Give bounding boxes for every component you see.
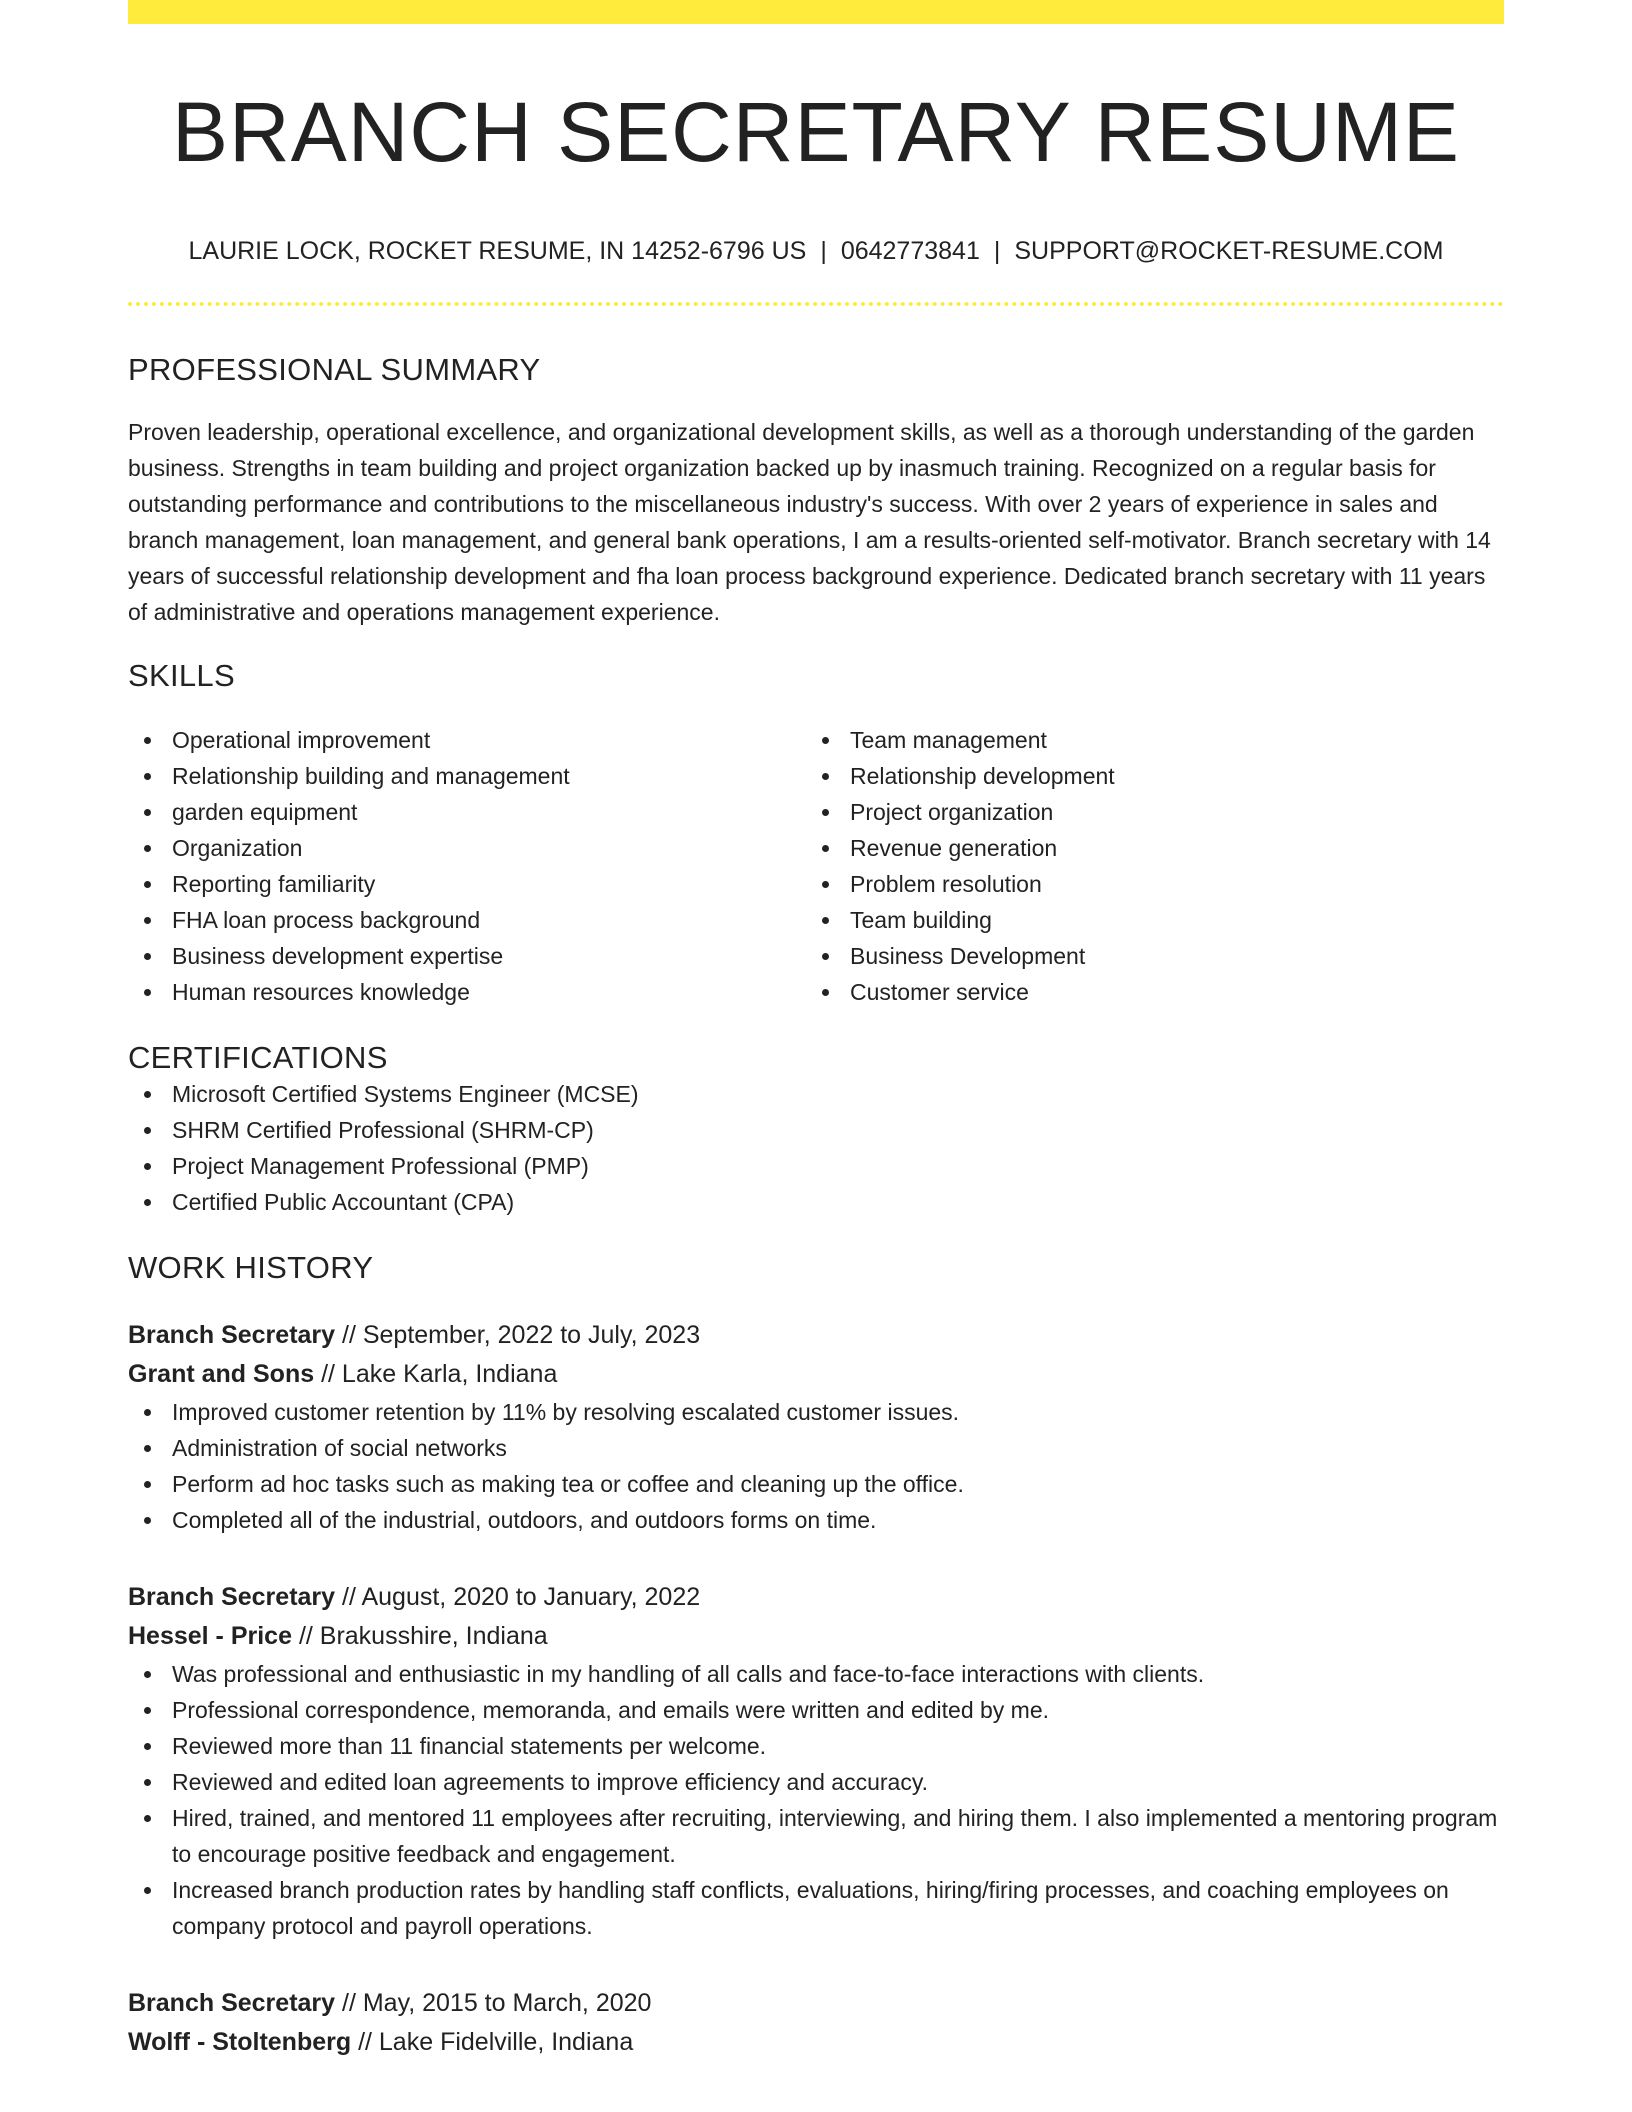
- skill-item: Human resources knowledge: [128, 974, 806, 1010]
- contact-phone: 0642773841: [840, 237, 980, 266]
- skills-heading: SKILLS: [128, 658, 235, 694]
- job-bullet: Increased branch production rates by handling staff conflicts, evaluations, hiring/firing processes, and coaching employees on company protocol and payroll operations.: [128, 1872, 1504, 1944]
- skill-item: Problem resolution: [806, 866, 1484, 902]
- skill-item: Team building: [806, 902, 1484, 938]
- job-bullet: Improved customer retention by 11% by resolving escalated customer issues.: [128, 1394, 1504, 1430]
- job-bullet: Perform ad hoc tasks such as making tea or coffee and cleaning up the office.: [128, 1466, 1504, 1502]
- work-history-heading: WORK HISTORY: [128, 1250, 374, 1286]
- job-company: Hessel - Price: [128, 1622, 292, 1651]
- skills-column-right: [806, 722, 1484, 1010]
- skill-item: Relationship development: [806, 758, 1484, 794]
- skill-item: Team management: [806, 722, 1484, 758]
- job-bullet: Was professional and enthusiastic in my handling of all calls and face-to-face interactions with clients.: [128, 1656, 1504, 1692]
- job-role-line: [128, 1316, 1504, 1355]
- job-role-line: [128, 1578, 1504, 1617]
- skill-item: Business Development: [806, 938, 1484, 974]
- resume-page: [128, 0, 1504, 2062]
- resume-title: BRANCH SECRETARY RESUME: [172, 85, 1460, 179]
- certification-item: Microsoft Certified Systems Engineer (MCSE): [128, 1076, 1504, 1112]
- job-dates: // September, 2022 to July, 2023: [335, 1321, 701, 1350]
- summary-heading: PROFESSIONAL SUMMARY: [128, 352, 541, 388]
- job-role: Branch Secretary: [128, 1321, 336, 1350]
- skill-item: Relationship building and management: [128, 758, 806, 794]
- certification-item: Certified Public Accountant (CPA): [128, 1184, 1504, 1220]
- job-company-line: [128, 2023, 1504, 2062]
- job-bullet: Reviewed and edited loan agreements to improve efficiency and accuracy.: [128, 1764, 1504, 1800]
- contact-separator: |: [820, 237, 827, 266]
- skill-item: FHA loan process background: [128, 902, 806, 938]
- contact-line: [128, 236, 1504, 266]
- job-company: Grant and Sons: [128, 1360, 315, 1389]
- job-bullet: Completed all of the industrial, outdoors, and outdoors forms on time.: [128, 1502, 1504, 1538]
- job-bullet: Reviewed more than 11 financial statements per welcome.: [128, 1728, 1504, 1764]
- job-location: // Brakusshire, Indiana: [292, 1622, 548, 1651]
- skill-item: Customer service: [806, 974, 1484, 1010]
- dotted-divider: [128, 302, 1504, 306]
- job-bullet: Professional correspondence, memoranda, and emails were written and edited by me.: [128, 1692, 1504, 1728]
- skills-list-left: [128, 722, 806, 1010]
- skill-item: Revenue generation: [806, 830, 1484, 866]
- summary-text: Proven leadership, operational excellence, and organizational development skills, as well as a thorough understanding of the garden business. Strengths in team building and project organization backed up by inasmuch training. Recognized on a regular basis for outstanding performance and contributions to the miscellaneous industry's success. With over 2 years of experience in sales and branch management, loan management, and general bank operations, I am a results-oriented self-motivator. Branch secretary with 14 years of successful relationship development and fha loan process background experience. Dedicated branch secretary with 11 years of administrative and operations management experience.: [128, 419, 1491, 626]
- job-role: Branch Secretary: [128, 1989, 336, 2018]
- job-location: // Lake Fidelville, Indiana: [351, 2028, 634, 2057]
- skills-grid: [128, 722, 1504, 1010]
- certification-item: Project Management Professional (PMP): [128, 1148, 1504, 1184]
- job-dates: // May, 2015 to March, 2020: [335, 1989, 652, 2018]
- job-bullet: Administration of social networks: [128, 1430, 1504, 1466]
- job-entry: [128, 1984, 1504, 2062]
- job-entry: [128, 1316, 1504, 1538]
- job-company-line: [128, 1355, 1504, 1394]
- skill-item: Project organization: [806, 794, 1484, 830]
- skill-item: garden equipment: [128, 794, 806, 830]
- job-role: Branch Secretary: [128, 1583, 336, 1612]
- certifications-heading: CERTIFICATIONS: [128, 1040, 388, 1076]
- job-dates: // August, 2020 to January, 2022: [335, 1583, 701, 1612]
- certification-item: SHRM Certified Professional (SHRM-CP): [128, 1112, 1504, 1148]
- contact-email: SUPPORT@ROCKET-RESUME.COM: [1014, 237, 1444, 266]
- job-bullet-list: [128, 1656, 1504, 1944]
- job-role-line: [128, 1984, 1504, 2023]
- skill-item: Organization: [128, 830, 806, 866]
- contact-address: LAURIE LOCK, ROCKET RESUME, IN 14252-6796 US: [188, 237, 807, 266]
- job-bullet: Hired, trained, and mentored 11 employees after recruiting, interviewing, and hiring them. I also implemented a mentoring program to encourage positive feedback and engagement.: [128, 1800, 1504, 1872]
- skills-list-right: [806, 722, 1484, 1010]
- skills-column-left: [128, 722, 806, 1010]
- job-location: // Lake Karla, Indiana: [314, 1360, 558, 1389]
- job-company: Wolff - Stoltenberg: [128, 2028, 352, 2057]
- accent-top-bar: [128, 0, 1504, 24]
- skill-item: Operational improvement: [128, 722, 806, 758]
- skill-item: Business development expertise: [128, 938, 806, 974]
- contact-separator: |: [993, 237, 1001, 266]
- job-bullet-list: [128, 1394, 1504, 1538]
- skill-item: Reporting familiarity: [128, 866, 806, 902]
- job-entry: [128, 1578, 1504, 1944]
- job-company-line: [128, 1617, 1504, 1656]
- certifications-list: [128, 1076, 1504, 1220]
